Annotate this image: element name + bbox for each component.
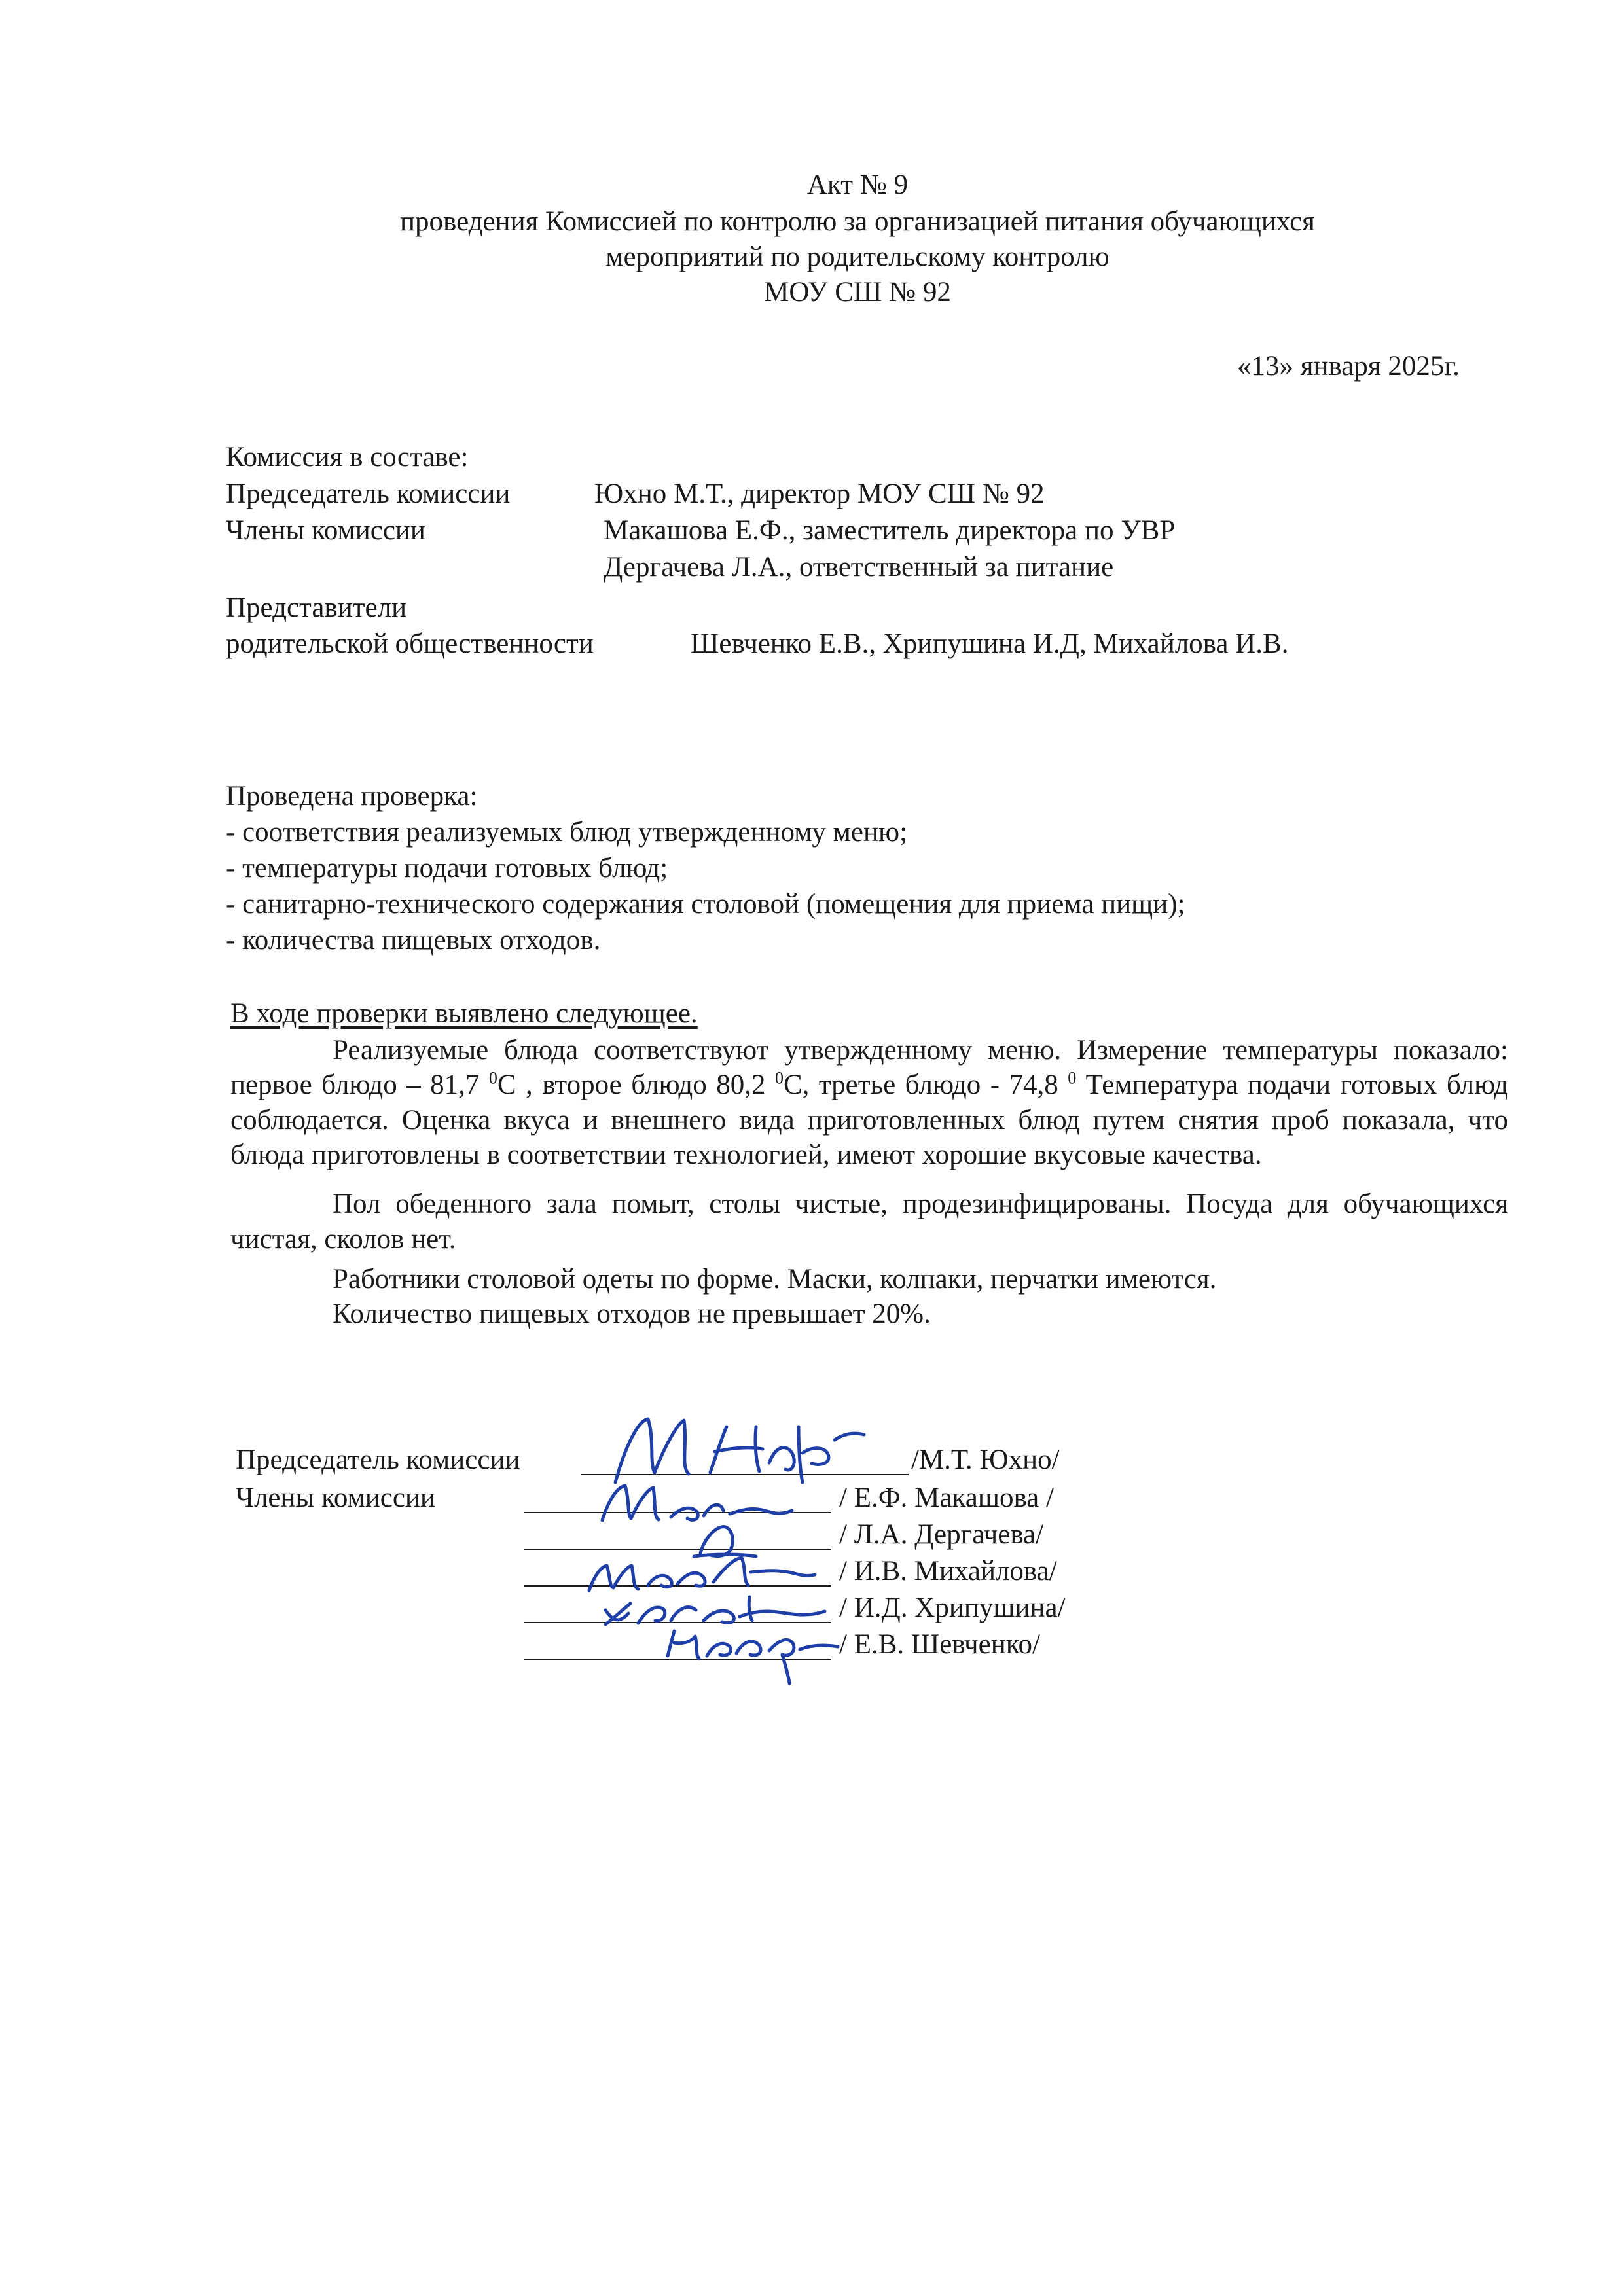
findings-paragraph-waste: Количество пищевых отходов не превышает 20%. <box>333 1299 931 1330</box>
check-item: - количества пищевых отходов. <box>226 925 601 956</box>
findings-paragraph-hall: Пол обеденного зала помыт, столы чистые, продезинфицированы. Посуда для обучающихся чистая, сколов нет. <box>230 1189 1508 1255</box>
act-subtitle-line1: проведения Комиссией по контролю за организацией питания обучающихся <box>400 206 1315 237</box>
degree-sign: 0 <box>774 1068 784 1088</box>
act-date: «13» января 2025г. <box>1237 351 1460 382</box>
sig-name-khripushina: / И.Д. Хрипушина/ <box>839 1592 1066 1623</box>
findings-paragraph-food <box>230 1033 1508 1172</box>
temp-text-1: Реализуемые блюда соответствуют утвержденному меню. Измерение температуры показало: первое блюдо – 81,7 <box>230 1035 1508 1101</box>
temp-text-2: C , второе блюдо 80,2 <box>497 1069 775 1101</box>
check-item: - температуры подачи готовых блюд; <box>226 853 668 884</box>
members-label: Члены комиссии <box>226 515 425 546</box>
member-2: Дергачева Л.А., ответственный за питание <box>604 552 1114 583</box>
reps-value: Шевченко Е.В., Хрипушина И.Д, Михайлова И.В. <box>691 628 1289 659</box>
act-subtitle-line2: мероприятий по родительскому контролю <box>605 242 1110 272</box>
temp-text-3: C, третье блюдо - 74,8 <box>783 1069 1068 1101</box>
act-title: Акт № 9 <box>806 170 909 200</box>
findings-paragraph-staff: Работники столовой одеты по форме. Маски, колпаки, перчатки имеются. <box>333 1263 1217 1295</box>
sig-name-dergacheva: / Л.А. Дергачева/ <box>839 1519 1044 1550</box>
degree-sign: 0 <box>1068 1068 1077 1088</box>
sig-name-yukhno: /М.Т. Юхно/ <box>911 1444 1060 1475</box>
sig-members-label: Члены комиссии <box>236 1482 435 1513</box>
signature-shevchenko-image <box>655 1617 851 1689</box>
check-item: - санитарно-технического содержания столовой (помещения для приема пищи); <box>226 889 1185 920</box>
sig-chair-label: Председатель комиссии <box>236 1444 520 1475</box>
chair-label: Председатель комиссии <box>226 478 511 509</box>
member-1: Макашова Е.Ф., заместитель директора по УВР <box>604 515 1176 546</box>
reps-label-1: Представители <box>226 592 407 623</box>
findings-title: В ходе проверки выявлено следующее. <box>230 998 698 1029</box>
sig-name-mikhailova: / И.В. Михайлова/ <box>839 1556 1057 1587</box>
sig-name-makashova: / Е.Ф. Макашова / <box>839 1482 1054 1513</box>
findings-body <box>230 1033 1508 1332</box>
act-school: МОУ СШ № 92 <box>764 277 951 308</box>
commission-intro: Комиссия в составе: <box>226 442 469 473</box>
chair-value: Юхно М.Т., директор МОУ СШ № 92 <box>594 478 1045 509</box>
reps-label-2: родительской общественности <box>226 628 594 659</box>
temp-text-4: Температура подачи готовых блюд соблюдается. Оценка вкуса и внешнего вида приготовленных блюд путем снятия проб показала, что блюда приготовлены в соответствии технологией, имеют хорошие вкусовые качества. <box>230 1069 1508 1170</box>
check-title: Проведена проверка: <box>226 781 478 812</box>
sig-name-shevchenko: / Е.В. Шевченко/ <box>839 1629 1040 1660</box>
degree-sign: 0 <box>488 1068 497 1088</box>
check-item: - соответствия реализуемых блюд утвержденному меню; <box>226 817 908 848</box>
